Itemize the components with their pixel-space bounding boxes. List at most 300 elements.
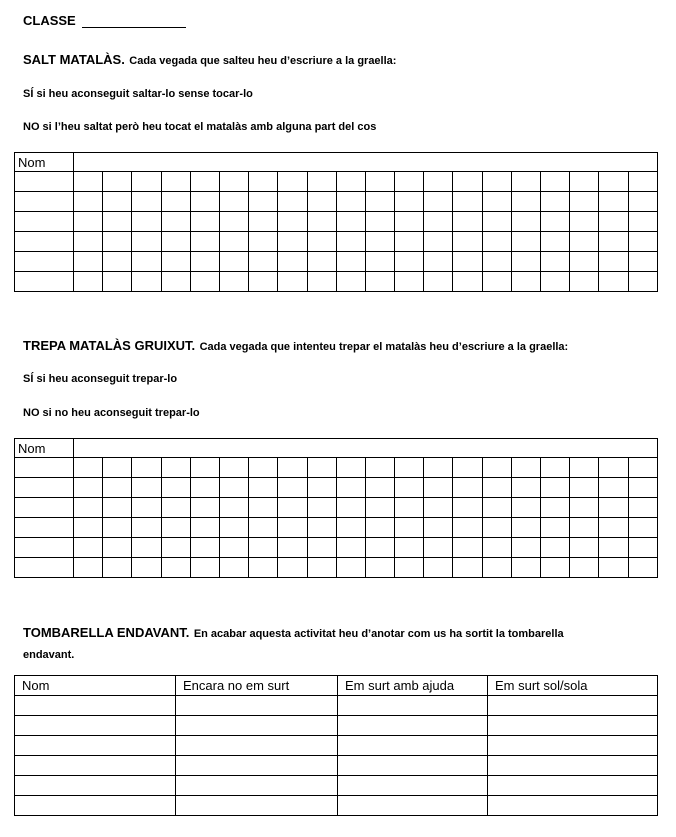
attempt-cell[interactable] xyxy=(599,192,628,212)
attempt-cell[interactable] xyxy=(278,192,307,212)
attempt-cell[interactable] xyxy=(365,538,394,558)
attempt-cell[interactable] xyxy=(249,272,278,292)
attempt-cell[interactable] xyxy=(482,458,511,478)
attempt-cell[interactable] xyxy=(628,232,657,252)
grid-row xyxy=(15,538,658,558)
attempt-cell[interactable] xyxy=(307,272,336,292)
name-cell[interactable] xyxy=(15,172,74,192)
attempt-cell[interactable] xyxy=(278,558,307,578)
attempt-cell[interactable] xyxy=(453,558,482,578)
tombarella-cell[interactable] xyxy=(15,756,176,776)
attempt-cell[interactable] xyxy=(249,212,278,232)
attempt-cell[interactable] xyxy=(74,458,103,478)
attempt-cell[interactable] xyxy=(570,232,599,252)
attempt-cell[interactable] xyxy=(190,538,219,558)
attempt-cell[interactable] xyxy=(482,478,511,498)
attempt-cell[interactable] xyxy=(424,478,453,498)
salt-matalas-grid xyxy=(14,152,658,292)
attempt-cell[interactable] xyxy=(278,232,307,252)
attempt-cell[interactable] xyxy=(132,232,161,252)
tombarella-cell[interactable] xyxy=(488,736,658,756)
name-cell[interactable] xyxy=(15,498,74,518)
attempt-cell[interactable] xyxy=(628,538,657,558)
attempt-cell[interactable] xyxy=(103,252,132,272)
attempt-cell[interactable] xyxy=(278,172,307,192)
attempt-cell[interactable] xyxy=(103,538,132,558)
attempt-cell[interactable] xyxy=(307,498,336,518)
attempt-cell[interactable] xyxy=(190,498,219,518)
attempt-cell[interactable] xyxy=(511,232,540,252)
classe-blank-line[interactable] xyxy=(82,14,186,28)
attempt-cell[interactable] xyxy=(453,192,482,212)
attempt-cell[interactable] xyxy=(249,458,278,478)
section1-line-no: NO si l’heu saltat però heu tocat el matalàs amb alguna part del cos xyxy=(23,121,377,133)
attempt-cell[interactable] xyxy=(599,172,628,192)
attempt-cell[interactable] xyxy=(278,212,307,232)
tombarella-grid xyxy=(14,675,658,816)
attempt-cell[interactable] xyxy=(424,558,453,578)
attempt-cell[interactable] xyxy=(570,478,599,498)
attempt-cell[interactable] xyxy=(628,558,657,578)
attempt-cell[interactable] xyxy=(190,272,219,292)
attempt-cell[interactable] xyxy=(365,458,394,478)
attempt-cell[interactable] xyxy=(395,498,424,518)
attempt-cell[interactable] xyxy=(190,192,219,212)
grid-header-row xyxy=(15,153,658,172)
attempt-cell[interactable] xyxy=(190,458,219,478)
tombarella-cell[interactable] xyxy=(15,696,176,716)
attempt-cell[interactable] xyxy=(219,212,248,232)
attempt-cell[interactable] xyxy=(424,518,453,538)
attempt-cell[interactable] xyxy=(307,558,336,578)
attempt-cell[interactable] xyxy=(628,192,657,212)
attempt-cell[interactable] xyxy=(307,232,336,252)
attempt-cell[interactable] xyxy=(570,498,599,518)
attempt-cell[interactable] xyxy=(307,212,336,232)
attempt-cell[interactable] xyxy=(307,252,336,272)
attempt-cell[interactable] xyxy=(570,252,599,272)
attempt-cell[interactable] xyxy=(103,172,132,192)
attempt-cell[interactable] xyxy=(599,518,628,538)
name-cell[interactable] xyxy=(15,232,74,252)
tombarella-cell[interactable] xyxy=(488,796,658,816)
attempt-cell[interactable] xyxy=(132,478,161,498)
attempt-cell[interactable] xyxy=(511,458,540,478)
tombarella-cell[interactable] xyxy=(338,736,488,756)
attempt-cell[interactable] xyxy=(541,232,570,252)
name-cell[interactable] xyxy=(15,212,74,232)
attempt-cell[interactable] xyxy=(336,478,365,498)
attempt-cell[interactable] xyxy=(74,478,103,498)
attempt-cell[interactable] xyxy=(482,272,511,292)
attempt-cell[interactable] xyxy=(103,478,132,498)
attempt-cell[interactable] xyxy=(395,558,424,578)
attempt-cell[interactable] xyxy=(395,252,424,272)
attempt-cell[interactable] xyxy=(482,518,511,538)
attempt-cell[interactable] xyxy=(541,538,570,558)
nom-header: Nom xyxy=(15,439,74,458)
attempt-cell[interactable] xyxy=(599,252,628,272)
classe-label: CLASSE xyxy=(23,13,76,28)
attempt-cell[interactable] xyxy=(453,272,482,292)
attempt-cell[interactable] xyxy=(219,172,248,192)
attempt-cell[interactable] xyxy=(74,518,103,538)
tombarella-cell[interactable] xyxy=(176,696,338,716)
attempt-cell[interactable] xyxy=(511,478,540,498)
grid-row xyxy=(15,272,658,292)
attempt-cell[interactable] xyxy=(511,538,540,558)
attempt-cell[interactable] xyxy=(74,232,103,252)
attempt-cell[interactable] xyxy=(365,558,394,578)
attempt-cell[interactable] xyxy=(453,252,482,272)
attempt-cell[interactable] xyxy=(482,538,511,558)
attempt-cell[interactable] xyxy=(74,252,103,272)
attempt-cell[interactable] xyxy=(395,458,424,478)
attempt-cell[interactable] xyxy=(453,538,482,558)
attempt-cell[interactable] xyxy=(541,498,570,518)
attempt-cell[interactable] xyxy=(628,272,657,292)
attempt-cell[interactable] xyxy=(74,272,103,292)
tombarella-cell[interactable] xyxy=(15,796,176,816)
attempt-cell[interactable] xyxy=(103,498,132,518)
attempt-cell[interactable] xyxy=(249,232,278,252)
attempt-cell[interactable] xyxy=(219,498,248,518)
attempt-cell[interactable] xyxy=(453,172,482,192)
attempt-cell[interactable] xyxy=(395,478,424,498)
attempt-cell[interactable] xyxy=(249,192,278,212)
attempt-cell[interactable] xyxy=(74,538,103,558)
attempt-cell[interactable] xyxy=(161,212,190,232)
attempt-cell[interactable] xyxy=(336,232,365,252)
attempt-cell[interactable] xyxy=(541,458,570,478)
attempt-cell[interactable] xyxy=(453,232,482,252)
attempt-cell[interactable] xyxy=(365,172,394,192)
name-cell[interactable] xyxy=(15,518,74,538)
attempt-cell[interactable] xyxy=(570,212,599,232)
attempt-cell[interactable] xyxy=(336,252,365,272)
attempt-cell[interactable] xyxy=(219,232,248,252)
attempt-cell[interactable] xyxy=(190,172,219,192)
attempt-cell[interactable] xyxy=(307,518,336,538)
attempt-cell[interactable] xyxy=(219,538,248,558)
attempt-cell[interactable] xyxy=(132,272,161,292)
attempt-cell[interactable] xyxy=(541,272,570,292)
attempt-cell[interactable] xyxy=(395,538,424,558)
attempt-cell[interactable] xyxy=(278,498,307,518)
name-cell[interactable] xyxy=(15,192,74,212)
attempt-cell[interactable] xyxy=(424,232,453,252)
attempt-cell[interactable] xyxy=(103,518,132,538)
attempt-cell[interactable] xyxy=(307,172,336,192)
attempt-cell[interactable] xyxy=(628,252,657,272)
tombarella-cell[interactable] xyxy=(488,716,658,736)
attempt-cell[interactable] xyxy=(570,192,599,212)
attempt-cell[interactable] xyxy=(190,478,219,498)
attempt-cell[interactable] xyxy=(599,538,628,558)
attempt-cell[interactable] xyxy=(249,518,278,538)
attempt-cell[interactable] xyxy=(453,478,482,498)
attempt-cell[interactable] xyxy=(132,252,161,272)
attempt-cell[interactable] xyxy=(424,538,453,558)
attempt-cell[interactable] xyxy=(395,212,424,232)
tombarella-cell[interactable] xyxy=(176,736,338,756)
section3-instruction-cont: endavant. xyxy=(23,649,75,661)
attempt-cell[interactable] xyxy=(365,212,394,232)
attempt-cell[interactable] xyxy=(511,498,540,518)
attempt-cell[interactable] xyxy=(482,252,511,272)
name-cell[interactable] xyxy=(15,458,74,478)
attempt-cell[interactable] xyxy=(453,498,482,518)
attempt-cell[interactable] xyxy=(570,458,599,478)
attempt-cell[interactable] xyxy=(307,192,336,212)
attempt-cell[interactable] xyxy=(570,558,599,578)
attempt-cell[interactable] xyxy=(628,212,657,232)
attempt-cell[interactable] xyxy=(219,192,248,212)
grid-row xyxy=(15,478,658,498)
attempt-cell[interactable] xyxy=(190,518,219,538)
attempt-cell[interactable] xyxy=(336,212,365,232)
attempt-cell[interactable] xyxy=(74,212,103,232)
attempt-cell[interactable] xyxy=(336,538,365,558)
attempt-cell[interactable] xyxy=(628,518,657,538)
tombarella-cell[interactable] xyxy=(338,756,488,776)
tombarella-cell[interactable] xyxy=(488,776,658,796)
attempt-cell[interactable] xyxy=(599,558,628,578)
attempt-cell[interactable] xyxy=(132,498,161,518)
attempt-cell[interactable] xyxy=(570,518,599,538)
attempt-cell[interactable] xyxy=(336,192,365,212)
section3-title: TOMBARELLA ENDAVANT. xyxy=(23,625,190,640)
attempt-cell[interactable] xyxy=(132,172,161,192)
attempt-cell[interactable] xyxy=(424,172,453,192)
attempt-cell[interactable] xyxy=(365,518,394,538)
attempt-cell[interactable] xyxy=(336,518,365,538)
attempt-cell[interactable] xyxy=(628,458,657,478)
grid-row xyxy=(15,172,658,192)
attempt-cell[interactable] xyxy=(249,498,278,518)
tombarella-cell[interactable] xyxy=(176,796,338,816)
attempt-cell[interactable] xyxy=(161,538,190,558)
attempt-cell[interactable] xyxy=(103,558,132,578)
attempt-cell[interactable] xyxy=(74,192,103,212)
attempt-cell[interactable] xyxy=(599,272,628,292)
attempt-cell[interactable] xyxy=(511,212,540,232)
attempt-cell[interactable] xyxy=(103,458,132,478)
attempt-cell[interactable] xyxy=(103,212,132,232)
name-cell[interactable] xyxy=(15,558,74,578)
attempt-cell[interactable] xyxy=(307,538,336,558)
attempt-cell[interactable] xyxy=(365,478,394,498)
attempt-cell[interactable] xyxy=(132,192,161,212)
tombarella-cell[interactable] xyxy=(176,776,338,796)
section1-line-si: SÍ si heu aconseguit saltar-lo sense tocar-lo xyxy=(23,88,253,100)
attempt-cell[interactable] xyxy=(307,478,336,498)
attempt-cell[interactable] xyxy=(103,272,132,292)
tombarella-cell[interactable] xyxy=(15,736,176,756)
attempt-cell[interactable] xyxy=(482,192,511,212)
attempt-cell[interactable] xyxy=(132,518,161,538)
attempt-cell[interactable] xyxy=(336,272,365,292)
attempt-cell[interactable] xyxy=(541,172,570,192)
attempt-cell[interactable] xyxy=(161,272,190,292)
attempt-cell[interactable] xyxy=(132,558,161,578)
attempt-cell[interactable] xyxy=(190,232,219,252)
attempt-cell[interactable] xyxy=(336,172,365,192)
attempt-cell[interactable] xyxy=(336,498,365,518)
attempt-cell[interactable] xyxy=(628,172,657,192)
attempt-cell[interactable] xyxy=(74,172,103,192)
attempt-cell[interactable] xyxy=(161,232,190,252)
attempt-cell[interactable] xyxy=(570,538,599,558)
attempt-cell[interactable] xyxy=(219,518,248,538)
tombarella-cell[interactable] xyxy=(15,776,176,796)
attempt-cell[interactable] xyxy=(336,458,365,478)
tombarella-cell[interactable] xyxy=(488,696,658,716)
attempt-cell[interactable] xyxy=(278,518,307,538)
name-cell[interactable] xyxy=(15,478,74,498)
tombarella-cell[interactable] xyxy=(488,756,658,776)
attempt-cell[interactable] xyxy=(395,192,424,212)
section1-heading xyxy=(23,51,396,69)
attempt-cell[interactable] xyxy=(482,498,511,518)
attempt-cell[interactable] xyxy=(628,478,657,498)
attempt-cell[interactable] xyxy=(249,538,278,558)
attempt-cell[interactable] xyxy=(365,272,394,292)
attempt-cell[interactable] xyxy=(161,192,190,212)
tombarella-row xyxy=(15,776,658,796)
attempt-cell[interactable] xyxy=(395,272,424,292)
tombarella-row xyxy=(15,756,658,776)
attempt-cell[interactable] xyxy=(132,458,161,478)
attempt-cell[interactable] xyxy=(541,192,570,212)
attempt-cell[interactable] xyxy=(365,252,394,272)
attempt-cell[interactable] xyxy=(599,458,628,478)
attempt-cell[interactable] xyxy=(190,212,219,232)
trepa-matalas-grid xyxy=(14,438,658,578)
attempt-cell[interactable] xyxy=(103,192,132,212)
attempt-cell[interactable] xyxy=(424,252,453,272)
attempt-cell[interactable] xyxy=(541,558,570,578)
col-header-sol-sola: Em surt sol/sola xyxy=(488,676,658,696)
attempt-cell[interactable] xyxy=(249,478,278,498)
attempt-cell[interactable] xyxy=(161,172,190,192)
attempt-cell[interactable] xyxy=(161,252,190,272)
attempt-cell[interactable] xyxy=(249,172,278,192)
col-header-nom: Nom xyxy=(15,676,176,696)
attempt-cell[interactable] xyxy=(161,498,190,518)
attempt-cell[interactable] xyxy=(74,498,103,518)
attempt-cell[interactable] xyxy=(599,232,628,252)
attempt-cell[interactable] xyxy=(570,172,599,192)
tombarella-cell[interactable] xyxy=(338,716,488,736)
attempt-cell[interactable] xyxy=(219,458,248,478)
attempt-cell[interactable] xyxy=(511,272,540,292)
attempt-cell[interactable] xyxy=(541,478,570,498)
attempt-cell[interactable] xyxy=(541,518,570,538)
attempt-cell[interactable] xyxy=(511,192,540,212)
attempt-cell[interactable] xyxy=(511,172,540,192)
tombarella-row xyxy=(15,736,658,756)
attempt-cell[interactable] xyxy=(424,192,453,212)
tombarella-cell[interactable] xyxy=(15,716,176,736)
attempt-cell[interactable] xyxy=(424,498,453,518)
attempt-cell[interactable] xyxy=(278,252,307,272)
attempt-cell[interactable] xyxy=(482,558,511,578)
tombarella-cell[interactable] xyxy=(176,756,338,776)
attempt-cell[interactable] xyxy=(365,192,394,212)
attempt-cell[interactable] xyxy=(424,212,453,232)
attempt-cell[interactable] xyxy=(482,232,511,252)
attempt-cell[interactable] xyxy=(307,458,336,478)
attempt-cell[interactable] xyxy=(161,478,190,498)
attempt-cell[interactable] xyxy=(541,252,570,272)
attempt-cell[interactable] xyxy=(219,252,248,272)
attempt-cell[interactable] xyxy=(365,498,394,518)
attempt-cell[interactable] xyxy=(132,212,161,232)
attempt-cell[interactable] xyxy=(132,538,161,558)
name-cell[interactable] xyxy=(15,272,74,292)
attempt-cell[interactable] xyxy=(161,558,190,578)
attempt-cell[interactable] xyxy=(453,518,482,538)
attempt-cell[interactable] xyxy=(190,558,219,578)
attempt-cell[interactable] xyxy=(219,272,248,292)
attempt-cell[interactable] xyxy=(511,558,540,578)
attempt-cell[interactable] xyxy=(599,212,628,232)
attempt-cell[interactable] xyxy=(395,518,424,538)
tombarella-cell[interactable] xyxy=(338,776,488,796)
attempt-cell[interactable] xyxy=(482,212,511,232)
attempt-cell[interactable] xyxy=(74,558,103,578)
attempt-cell[interactable] xyxy=(570,272,599,292)
attempt-cell[interactable] xyxy=(395,232,424,252)
name-cell[interactable] xyxy=(15,252,74,272)
attempt-cell[interactable] xyxy=(599,478,628,498)
attempt-cell[interactable] xyxy=(599,498,628,518)
attempt-cell[interactable] xyxy=(453,458,482,478)
attempt-cell[interactable] xyxy=(336,558,365,578)
attempt-cell[interactable] xyxy=(249,558,278,578)
attempt-cell[interactable] xyxy=(278,478,307,498)
section2-instruction: Cada vegada que intenteu trepar el matalàs heu d’escriure a la graella: xyxy=(199,341,569,353)
attempt-cell[interactable] xyxy=(249,252,278,272)
attempt-cell[interactable] xyxy=(190,252,219,272)
attempt-cell[interactable] xyxy=(103,232,132,252)
attempt-cell[interactable] xyxy=(278,538,307,558)
attempt-cell[interactable] xyxy=(511,252,540,272)
tombarella-cell[interactable] xyxy=(338,796,488,816)
attempt-cell[interactable] xyxy=(628,498,657,518)
attempt-cell[interactable] xyxy=(395,172,424,192)
attempt-cell[interactable] xyxy=(511,518,540,538)
attempt-cell[interactable] xyxy=(482,172,511,192)
name-cell[interactable] xyxy=(15,538,74,558)
attempt-cell[interactable] xyxy=(365,232,394,252)
attempt-cell[interactable] xyxy=(453,212,482,232)
tombarella-cell[interactable] xyxy=(338,696,488,716)
attempt-cell[interactable] xyxy=(219,478,248,498)
col-header-encara-no: Encara no em surt xyxy=(176,676,338,696)
attempt-cell[interactable] xyxy=(424,458,453,478)
attempt-cell[interactable] xyxy=(161,458,190,478)
attempt-cell[interactable] xyxy=(424,272,453,292)
attempt-cell[interactable] xyxy=(278,272,307,292)
attempt-cell[interactable] xyxy=(161,518,190,538)
tombarella-cell[interactable] xyxy=(176,716,338,736)
tombarella-row xyxy=(15,696,658,716)
attempt-cell[interactable] xyxy=(541,212,570,232)
attempt-cell[interactable] xyxy=(278,458,307,478)
attempt-cell[interactable] xyxy=(219,558,248,578)
